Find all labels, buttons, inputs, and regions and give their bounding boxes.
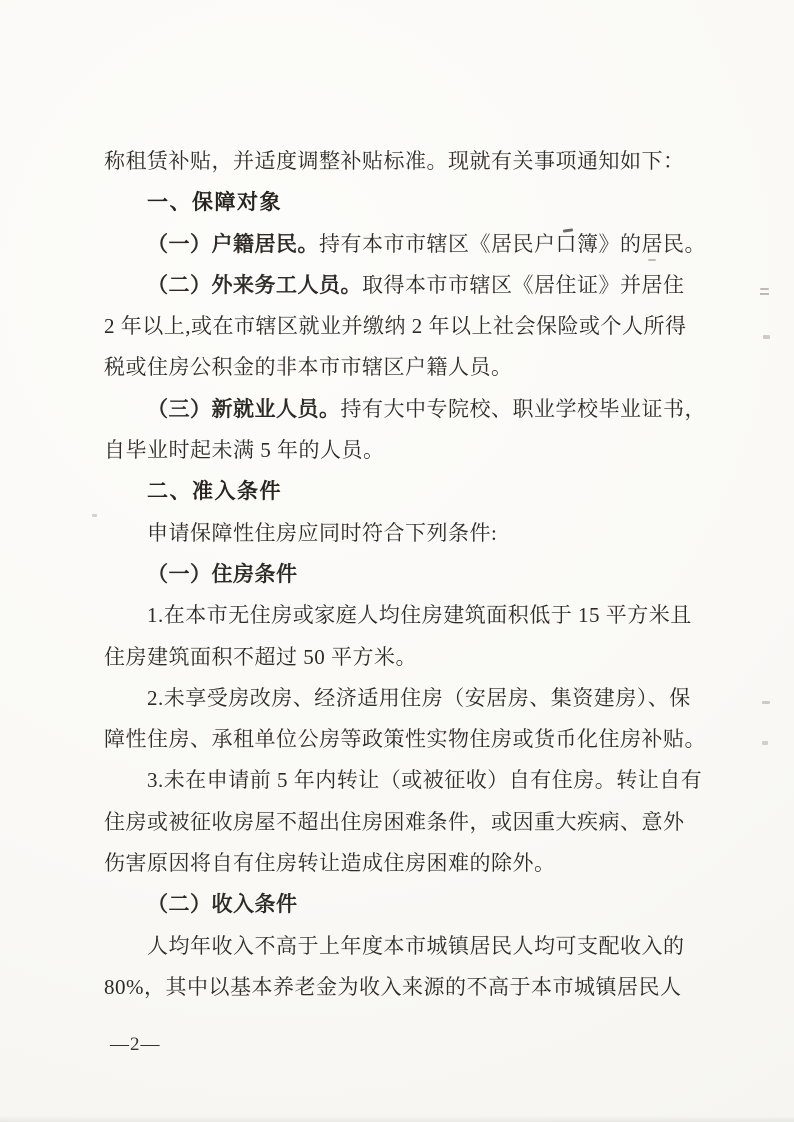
text-line (104, 595, 720, 636)
line-text: 申请保障性住房应同时符合下列条件: (147, 520, 498, 545)
page-number: —2— (110, 1034, 161, 1055)
item-label: （二）外来务工人员。 (147, 272, 362, 297)
line-text: 2.未享受房改房、经济适用住房（安居房、集资建房）、保 (147, 685, 691, 710)
text-line (104, 347, 720, 388)
text-line (104, 843, 720, 884)
subsection-heading-text: （二）收入条件 (147, 892, 298, 917)
item-text: 持有大中专院校、职业学校毕业证书， (340, 396, 706, 421)
scan-speck (760, 288, 769, 290)
line-text: 称租赁补贴，并适度调整补贴标准。现就有关事项通知如下： (104, 149, 685, 173)
scan-speck (648, 259, 656, 261)
text-line (104, 430, 720, 471)
text-line (104, 224, 720, 265)
scan-speck (762, 701, 770, 704)
subsection-heading (104, 554, 720, 595)
line-text: 80%，其中以基本养老金为收入来源的不高于本市城镇居民人 (104, 974, 682, 999)
text-line (104, 265, 720, 306)
text-line (104, 513, 720, 554)
text-line (104, 926, 720, 967)
subsection-heading (104, 884, 720, 925)
line-text: 障性住房、承租单位公房等政策性实物住房或货币化住房补贴。 (104, 727, 706, 752)
item-text: 持有本市市辖区《居民户口簿》的居民。 (319, 231, 706, 256)
item-label: （一）户籍居民。 (147, 231, 319, 256)
text-line (104, 389, 720, 430)
text-line (104, 760, 720, 801)
text-line (104, 802, 720, 843)
section-heading (104, 182, 720, 223)
line-text: 自毕业时起未满 5 年的人员。 (104, 438, 385, 463)
scan-speck (92, 514, 97, 517)
line-text: 1.在本市无住房或家庭人均住房建筑面积低于 15 平方米且 (147, 603, 692, 628)
section-heading-text: 一、保障对象 (147, 191, 282, 215)
line-text: 3.未在申请前 5 年内转让（或被征收）自有住房。转让自有 (147, 768, 703, 793)
line-text: 伤害原因将自有住房转让造成住房困难的除外。 (104, 851, 556, 876)
item-label: （三）新就业人员。 (147, 396, 341, 421)
text-line (104, 637, 720, 678)
line-text: 住房或被征收房屋不超出住房困难条件，或因重大疾病、意外 (104, 809, 685, 834)
text-line (104, 967, 720, 1008)
line-text: 住房建筑面积不超过 50 平方米。 (104, 644, 417, 669)
section-heading (104, 471, 720, 512)
line-text: 税或住房公积金的非本市市辖区户籍人员。 (104, 355, 513, 380)
line-text: 2 年以上,或在市辖区就业并缴纳 2 年以上社会保险或个人所得 (104, 314, 687, 339)
text-line (104, 678, 720, 719)
text-line (104, 141, 720, 182)
text-line (104, 306, 720, 347)
scan-speck (763, 335, 770, 339)
line-text: 人均年收入不高于上年度本市城镇居民人均可支配收入的 (147, 933, 685, 958)
document-text (104, 141, 720, 1008)
scan-speck (762, 741, 768, 745)
item-text: 取得本市市辖区《居住证》并居住 (362, 272, 685, 297)
section-heading-text: 二、准入条件 (147, 480, 282, 504)
subsection-heading-text: （一）住房条件 (147, 561, 298, 586)
text-line (104, 719, 720, 760)
